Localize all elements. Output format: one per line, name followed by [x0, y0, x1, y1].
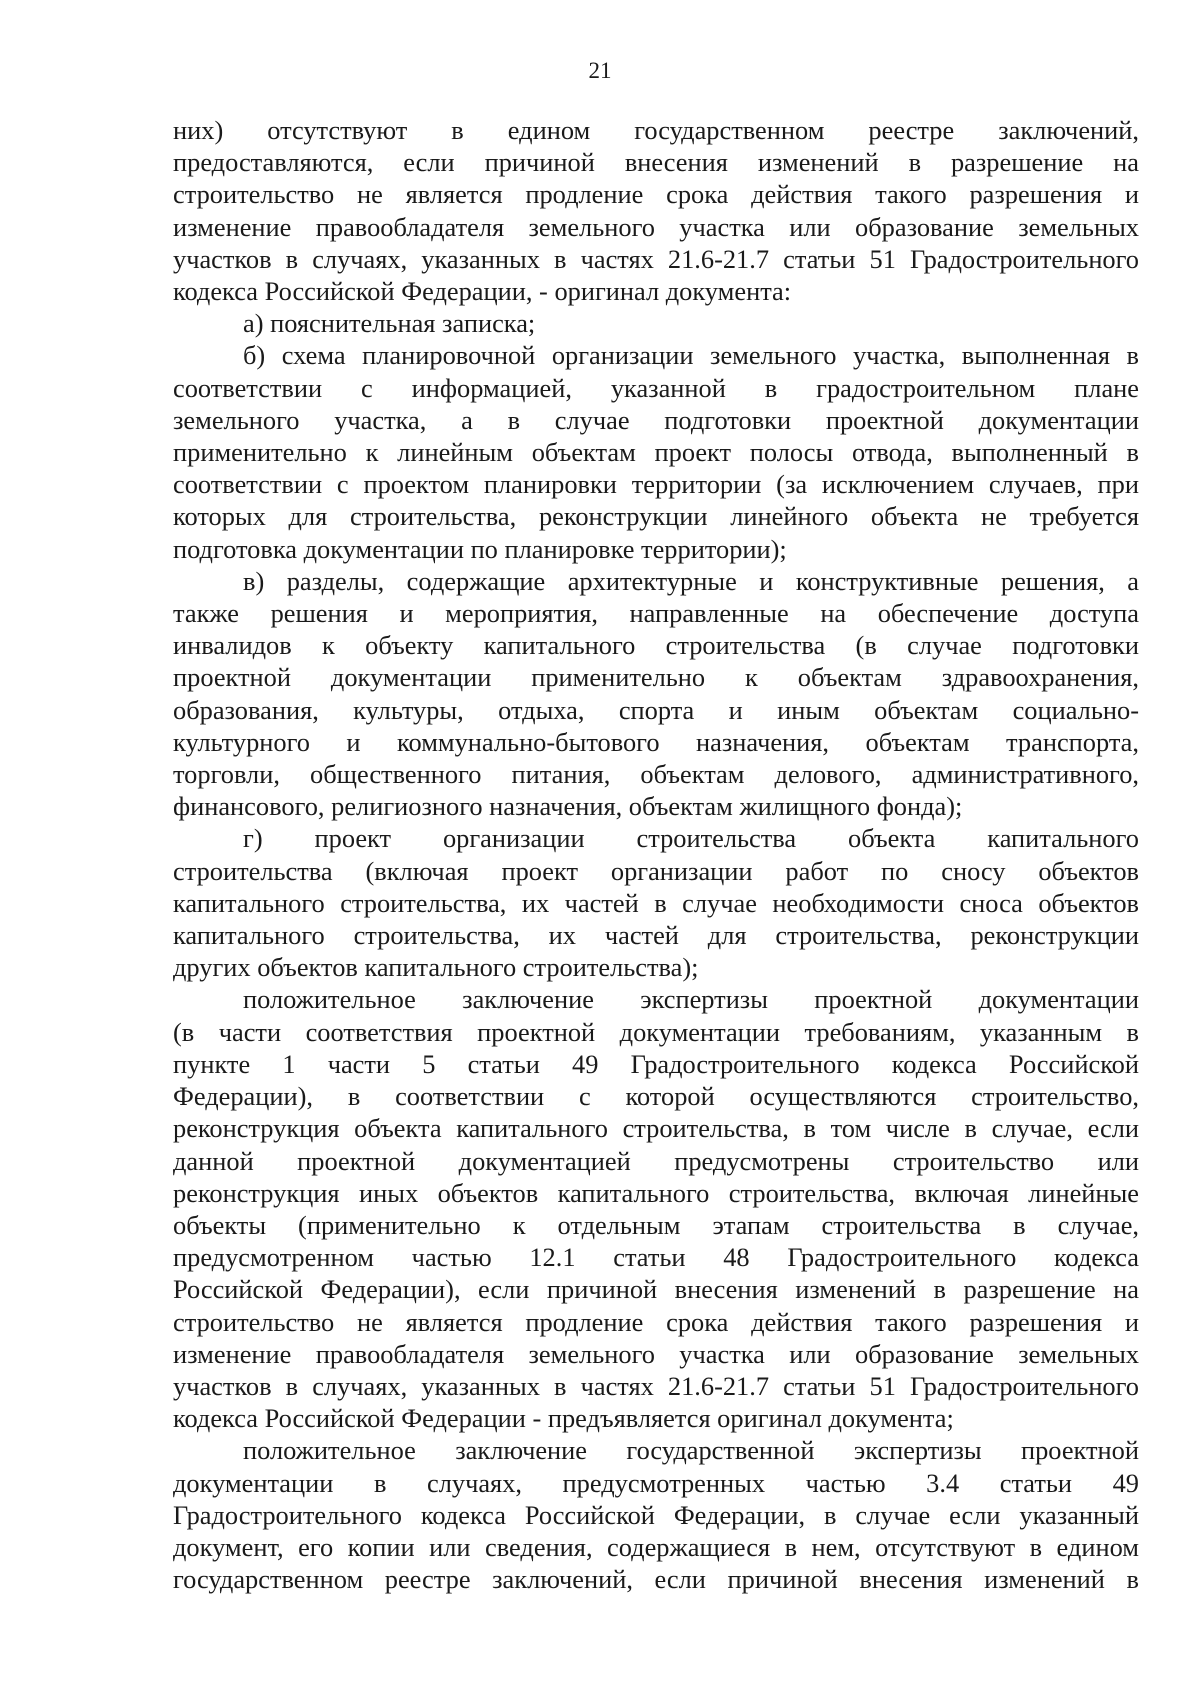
text-line: положительное заключение экспертизы проектной документации: [243, 984, 1139, 1015]
text-line: а) пояснительная записка;: [243, 308, 536, 339]
text-line: применительно к линейным объектам проект полосы отвода, выполненный в: [173, 437, 1139, 468]
text-line: строительство не является продление срока действия такого разрешения и: [173, 1306, 1139, 1337]
document-body: [173, 114, 1139, 1595]
text-line: соответствии с информацией, указанной в градостроительном плане: [173, 372, 1139, 403]
text-line: капитального строительства, их частей в случае необходимости сноса объектов: [173, 887, 1139, 918]
paragraph: [173, 339, 1139, 564]
text-line: финансового, религиозного назначения, объектам жилищного фонда);: [173, 791, 963, 822]
text-line: них) отсутствуют в едином государственном реестре заключений,: [173, 115, 1139, 145]
text-line: проектной документации применительно к объектам здравоохранения,: [173, 662, 1139, 693]
text-line: б) схема планировочной организации земельного участка, выполненная в: [243, 340, 1139, 371]
text-line: г) проект организации строительства объекта капитального: [243, 823, 1139, 854]
text-line: подготовка документации по планировке территории);: [173, 533, 787, 564]
text-line: изменение правообладателя земельного участка или образование земельных: [173, 211, 1139, 242]
text-line: капитального строительства, их частей для строительства, реконструкции: [173, 920, 1139, 951]
text-line: положительное заключение государственной экспертизы проектной: [243, 1435, 1139, 1466]
paragraph: [173, 114, 1139, 307]
text-line: участков в случаях, указанных в частях 21.6-21.7 статьи 51 Градостроительного: [173, 243, 1139, 274]
text-line: кодекса Российской Федерации - предъявляется оригинал документа;: [173, 1403, 954, 1434]
text-line: других объектов капитального строительства);: [173, 952, 699, 983]
text-line: торговли, общественного питания, объектам делового, административного,: [173, 759, 1139, 790]
text-line: соответствии с проектом планировки территории (за исключением случаев, при: [173, 469, 1139, 500]
text-line: строительство не является продление срока действия такого разрешения и: [173, 179, 1139, 210]
text-line: инвалидов к объекту капитального строительства (в случае подготовки: [173, 630, 1139, 661]
text-line: также решения и мероприятия, направленные на обеспечение доступа: [173, 598, 1139, 629]
text-line: документации в случаях, предусмотренных частью 3.4 статьи 49: [173, 1467, 1139, 1498]
text-line: объекты (применительно к отдельным этапам строительства в случае,: [173, 1209, 1139, 1240]
text-line: реконструкция иных объектов капитального строительства, включая линейные: [173, 1177, 1139, 1208]
text-line: государственном реестре заключений, если причиной внесения изменений в: [173, 1564, 1139, 1595]
text-line: предоставляются, если причиной внесения изменений в разрешение на: [173, 147, 1139, 178]
text-line: предусмотренном частью 12.1 статьи 48 Градостроительного кодекса: [173, 1242, 1139, 1273]
text-line: образования, культуры, отдыха, спорта и иным объектам социально-: [173, 694, 1139, 725]
text-line: реконструкция объекта капитального строительства, в том числе в случае, если: [173, 1113, 1139, 1144]
text-line: данной проектной документацией предусмотрены строительство или: [173, 1145, 1139, 1176]
text-line: земельного участка, а в случае подготовки проектной документации: [173, 404, 1139, 435]
text-line: в) разделы, содержащие архитектурные и конструктивные решения, а: [243, 565, 1139, 596]
text-line: изменение правообладателя земельного участка или образование земельных: [173, 1338, 1139, 1369]
text-line: культурного и коммунально-бытового назначения, объектам транспорта,: [173, 726, 1139, 757]
text-line: документ, его копии или сведения, содержащиеся в нем, отсутствуют в едином: [173, 1531, 1139, 1562]
text-line: пункте 1 части 5 статьи 49 Градостроительного кодекса Российской: [173, 1048, 1139, 1079]
text-line: (в части соответствия проектной документации требованиям, указанным в: [173, 1016, 1139, 1047]
page-number: 21: [588, 58, 612, 83]
paragraph: [173, 565, 1139, 823]
paragraph: [173, 307, 1139, 339]
paragraph: [173, 822, 1139, 983]
text-line: Федерации), в соответствии с которой осуществляются строительство,: [173, 1081, 1139, 1112]
text-line: Российской Федерации), если причиной внесения изменений в разрешение на: [173, 1274, 1139, 1305]
text-line: Градостроительного кодекса Российской Федерации, в случае если указанный: [173, 1499, 1139, 1530]
text-line: которых для строительства, реконструкции линейного объекта не требуется: [173, 501, 1139, 532]
paragraph: [173, 983, 1139, 1434]
paragraph: [173, 1434, 1139, 1595]
text-line: строительства (включая проект организации работ по сносу объектов: [173, 855, 1139, 886]
text-line: участков в случаях, указанных в частях 21.6-21.7 статьи 51 Градостроительного: [173, 1370, 1139, 1401]
text-line: кодекса Российской Федерации, - оригинал документа:: [173, 276, 792, 307]
